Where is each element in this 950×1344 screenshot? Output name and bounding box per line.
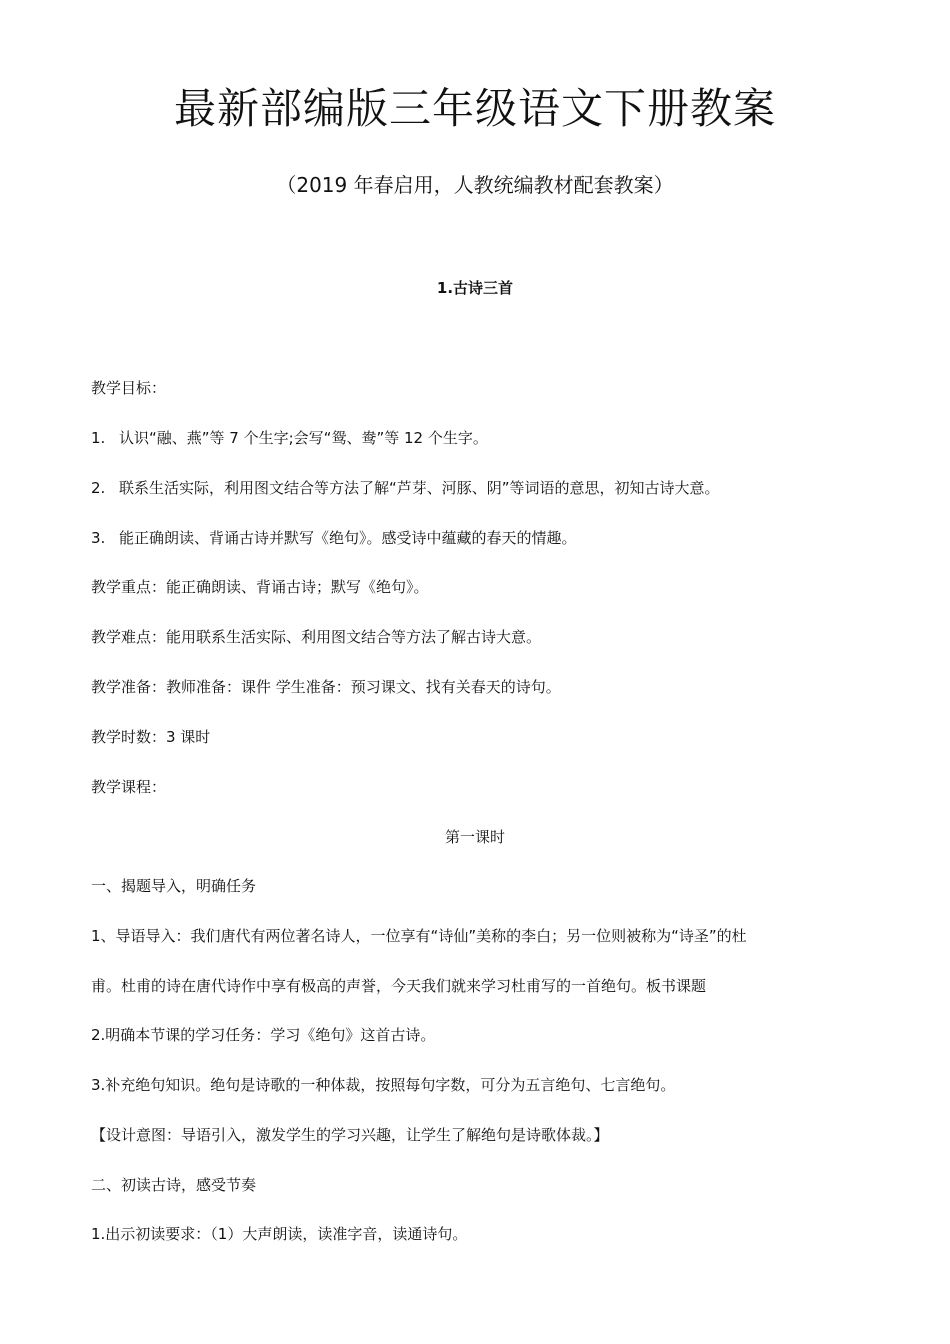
section1-item3: 3.补充绝句知识。绝句是诗歌的一种体裁，按照每句字数，可分为五言绝句、七言绝句。 <box>91 1076 676 1094</box>
preparation: 教学准备：教师准备：课件 学生准备：预习课文、找有关春天的诗句。 <box>91 678 561 696</box>
objective-text: 认识“融、燕”等 7 个生字;会写“鸳、鸯”等 12 个生字。 <box>119 429 488 447</box>
objective-text: 联系生活实际，利用图文结合等方法了解“芦芽、河豚、阴”等词语的意思，初知古诗大意。 <box>119 479 720 497</box>
document-subtitle: （2019 年春启用，人教统编教材配套教案） <box>276 173 674 197</box>
section2-heading: 二、初读古诗，感受节奏 <box>91 1176 257 1194</box>
lesson-title: 1.古诗三首 <box>436 279 514 297</box>
design-intent: 【设计意图：导语引入，激发学生的学习兴趣，让学生了解绝句是诗歌体裁。】 <box>91 1126 609 1144</box>
key-points: 教学重点：能正确朗读、背诵古诗；默写《绝句》。 <box>91 578 429 596</box>
objective-item-2 <box>91 476 881 500</box>
objective-item-3 <box>91 526 881 550</box>
section1-item2: 2.明确本节课的学习任务：学习《绝句》这首古诗。 <box>91 1026 436 1044</box>
process-heading: 教学课程： <box>91 778 167 796</box>
period-title: 第一课时 <box>444 828 505 846</box>
objective-text: 能正确朗读、背诵古诗并默写《绝句》。感受诗中蕴藏的春天的情趣。 <box>119 529 577 547</box>
objective-item-1 <box>91 426 881 450</box>
document-title: 最新部编版三年级语文下册教案 <box>173 84 776 133</box>
section1-heading: 一、揭题导入，明确任务 <box>91 877 257 895</box>
teaching-hours: 教学时数：3 课时 <box>91 728 211 746</box>
section2-item1: 1.出示初读要求：（1）大声朗读，读准字音，读通诗句。 <box>91 1225 468 1243</box>
objective-number: 2. <box>91 479 106 497</box>
objective-number: 3. <box>91 529 106 547</box>
section1-item1-line2: 甫。杜甫的诗在唐代诗作中享有极高的声誉，今天我们就来学习杜甫写的一首绝句。板书课题 <box>91 977 707 995</box>
objectives-heading: 教学目标： <box>91 379 167 397</box>
objective-number: 1. <box>91 429 106 447</box>
section1-item1-line1: 1、导语导入：我们唐代有两位著名诗人，一位享有“诗仙”美称的李白；另一位则被称为“诗圣”的杜 <box>91 927 747 945</box>
difficulties: 教学难点：能用联系生活实际、利用图文结合等方法了解古诗大意。 <box>91 628 542 646</box>
